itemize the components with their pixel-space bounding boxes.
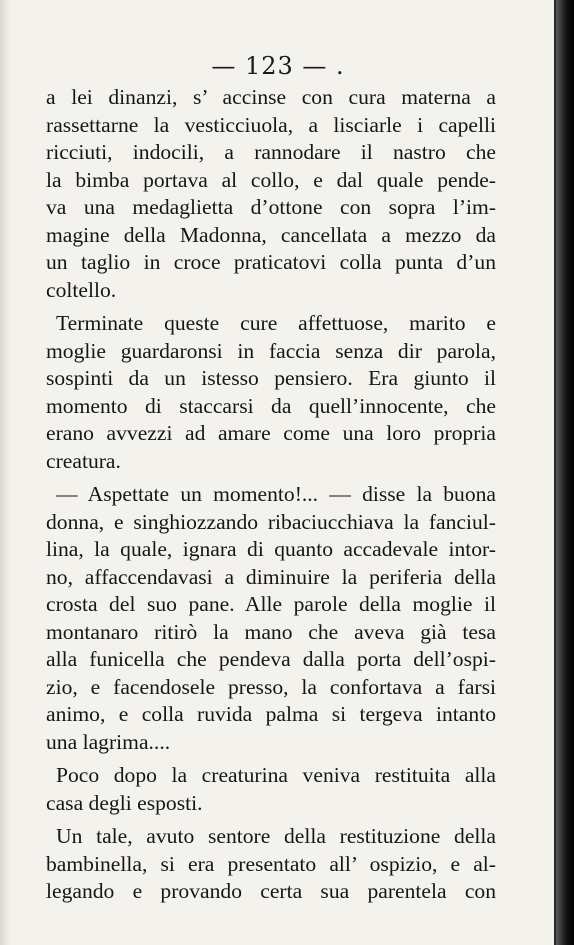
paragraph: [46, 762, 496, 817]
text-line: Un tale, avuto sentore della restituzione della: [56, 824, 496, 848]
text-line: coltello.: [46, 277, 117, 302]
text-line: lina, la quale, ignara di quanto accadevale intor-: [46, 537, 496, 561]
text-line: animo, e colla ruvida palma si tergeva intanto: [46, 702, 496, 726]
text-line: donna, e singhiozzando ribaciucchiava la fanciul-: [46, 509, 496, 534]
text-line: creatura.: [46, 448, 121, 473]
paragraph: [46, 84, 496, 304]
text-line: ricciuti, indocili, a rannodare il nastro che: [46, 140, 496, 164]
body-text: [46, 84, 496, 906]
text-line: rassettarne la vesticciuola, a lisciarle i capelli: [46, 112, 496, 137]
text-line: bambinella, si era presentato all’ ospizio, e al-: [46, 851, 496, 876]
text-line: erano avvezzi ad amare come una loro propria: [46, 421, 496, 445]
text-line: legando e provando certa sua parentela con: [46, 879, 496, 903]
text-line: magine della Madonna, cancellata a mezzo da: [46, 222, 496, 247]
text-line: va una medaglietta d’ottone con sopra l’im-: [46, 195, 496, 219]
text-line: moglie guardaronsi in faccia senza dir parola,: [46, 338, 496, 363]
paragraph: [46, 310, 496, 475]
text-line: sospinti da un istesso pensiero. Era giunto il: [46, 366, 496, 390]
text-line: alla funicella che pendeva dalla porta dell’ospi-: [46, 647, 496, 671]
text-line: un taglio in croce praticatovi colla punta d’un: [46, 250, 496, 274]
text-line: Terminate queste cure affettuose, marito e: [56, 311, 496, 335]
paragraph: [46, 823, 496, 906]
book-edge-shadow: [556, 0, 574, 945]
page-number-header: — 123 — .: [211, 52, 345, 80]
text-line: no, affaccendavasi a diminuire la periferia della: [46, 564, 496, 589]
text-line: montanaro ritirò la mano che aveva già tesa: [46, 619, 496, 644]
text-line: crosta del suo pane. Alle parole della moglie il: [46, 592, 496, 616]
text-line: — Aspettate un momento!... — disse la buona: [56, 482, 496, 506]
text-line: momento di staccarsi da quell’innocente, che: [46, 393, 496, 418]
paragraph: [46, 481, 496, 756]
text-line: una lagrima....: [46, 729, 171, 754]
text-line: la bimba portava al collo, e dal quale pende-: [46, 167, 496, 192]
text-line: zio, e facendosele presso, la confortava a farsi: [46, 674, 496, 699]
text-line: Poco dopo la creaturina veniva restituita alla: [56, 763, 496, 787]
text-line: casa degli esposti.: [46, 790, 203, 815]
text-line: a lei dinanzi, s’ accinse con cura materna a: [46, 85, 496, 109]
